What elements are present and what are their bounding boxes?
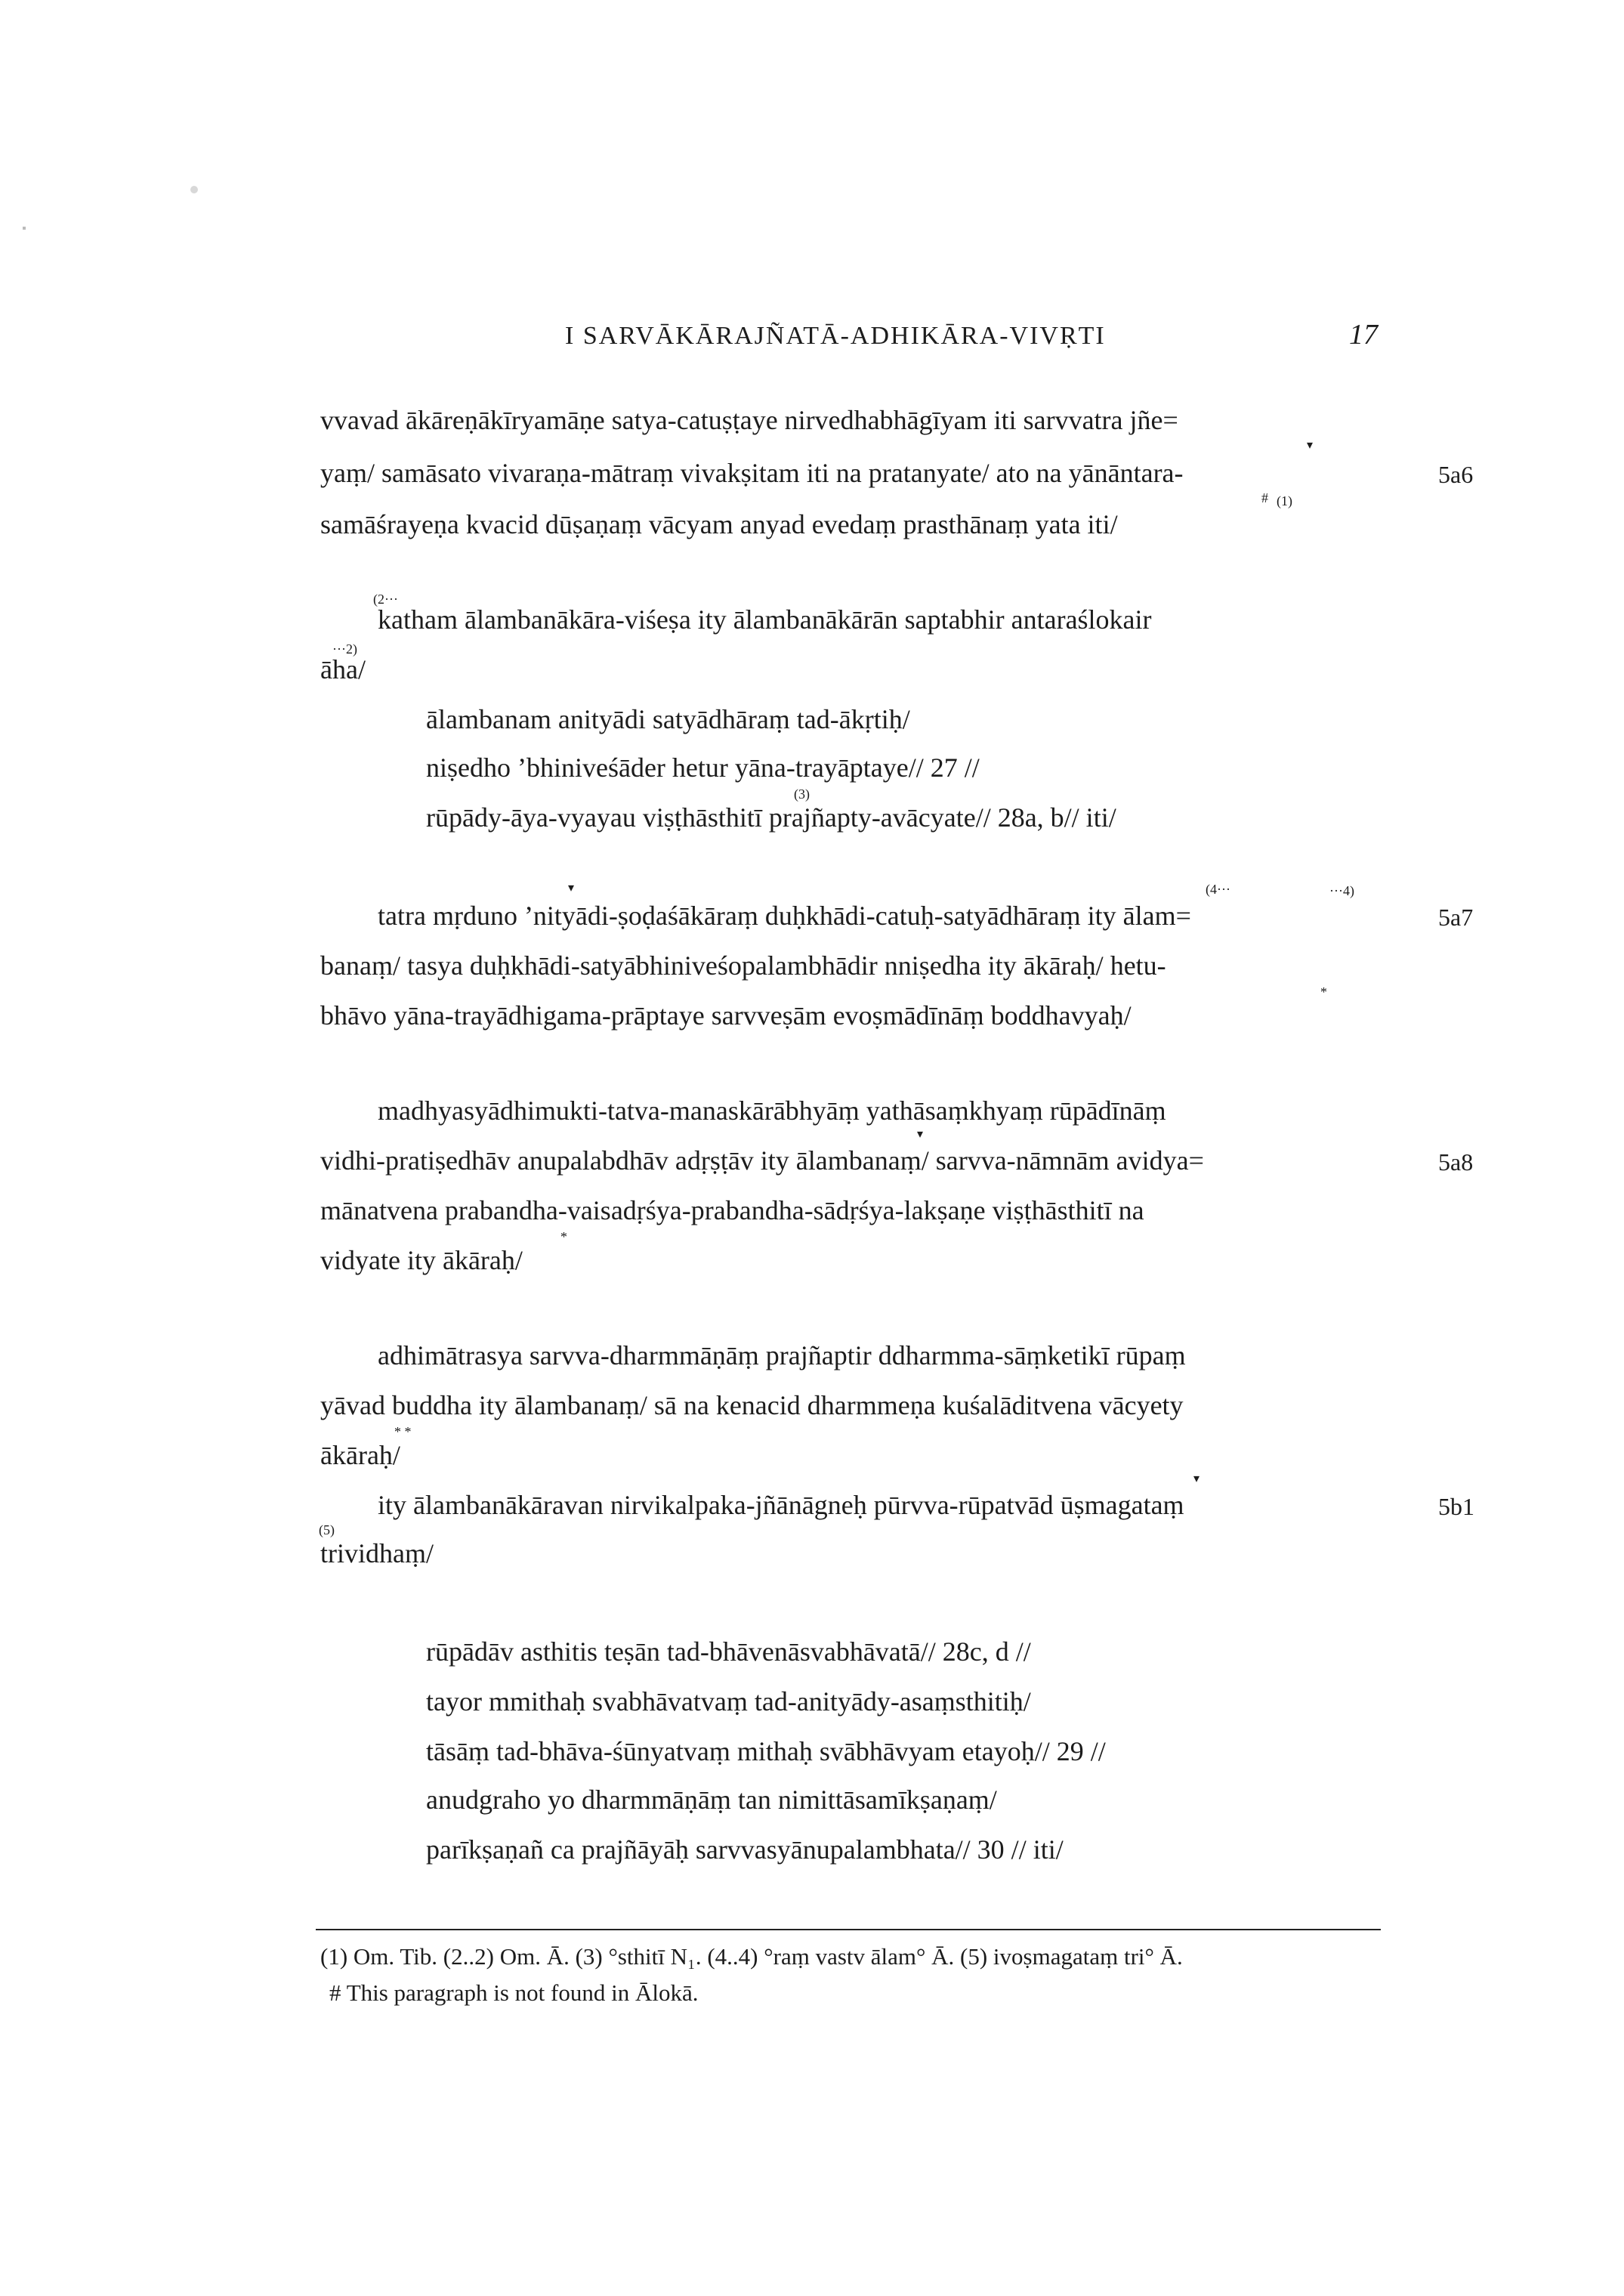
- verse-line-4: rūpādāv asthitis teṣān tad-bhāvenāsvabhāvatā// 28c, d //: [426, 1636, 1031, 1667]
- footnote-mark-2-close: ···2): [332, 641, 357, 657]
- triangle-mark: ▾: [1307, 439, 1314, 452]
- folio-ref-5a6: 5a6: [1438, 461, 1474, 488]
- footnote-mark-4-open: (4···: [1206, 882, 1230, 897]
- text-line-12: vidyate ity ākāraḥ/: [320, 1245, 523, 1275]
- verse-line-1: ālambanam anityādi satyādhāraṃ tad-ākṛtiḥ/: [426, 704, 910, 734]
- text-line-7: banaṃ/ tasya duḥkhādi-satyābhiniveśopalambhādir nniṣedha ity ākāraḥ/ hetu-: [320, 950, 1166, 981]
- double-star-mark: * *: [394, 1424, 412, 1439]
- text-line-13: adhimātrasya sarvva-dharmmāṇāṃ prajñaptir ddharmma-sāṃketikī rūpaṃ: [378, 1340, 1186, 1370]
- text-line-15: ākāraḥ/: [320, 1440, 400, 1470]
- footnote-mark-3: (3): [794, 786, 810, 802]
- verse-line-6: tāsāṃ tad-bhāva-śūnyatvaṃ mithaḥ svābhāvyam etayoḥ// 29 //: [426, 1736, 1106, 1766]
- text-line-10: vidhi-pratiṣedhāv anupalabdhāv adṛṣṭāv ity ālambanaṃ/ sarvva-nāmnām avidya=: [320, 1145, 1204, 1176]
- verse-line-7: anudgraho yo dharmmāṇāṃ tan nimittāsamīkṣaṇaṃ/: [426, 1785, 997, 1815]
- folio-ref-5b1: 5b1: [1438, 1493, 1474, 1520]
- text-line-11: mānatvena prabandha-vaisadṛśya-prabandha-sādṛśya-lakṣaṇe viṣṭhāsthitī na: [320, 1195, 1144, 1225]
- scan-speck: [190, 186, 198, 193]
- scan-speck: [23, 227, 26, 230]
- text-line-5: āha/: [320, 654, 366, 684]
- verse-line-2: niṣedho ’bhiniveśāder hetur yāna-trayāptaye// 27 //: [426, 752, 980, 783]
- footnote-mark-1: (1): [1277, 493, 1292, 508]
- triangle-mark: ▾: [1193, 1472, 1200, 1485]
- text-line-2: yaṃ/ samāsato vivaraṇa-mātraṃ vivakṣitam iti na pratanyate/ ato na yānāntara-: [320, 458, 1184, 488]
- hash-mark: #: [1261, 490, 1268, 505]
- footnote-mark-5: (5): [319, 1522, 335, 1537]
- triangle-mark: ▾: [917, 1128, 924, 1141]
- verse-line-3: rūpādy-āya-vyayau viṣṭhāsthitī prajñapty-avācyate// 28a, b// iti/: [426, 802, 1116, 833]
- verse-line-8: parīkṣaṇañ ca prajñāyāḥ sarvvasyānupalambhata// 30 // iti/: [426, 1834, 1064, 1865]
- text-line-17: trividhaṃ/: [320, 1538, 434, 1568]
- text-line-8: bhāvo yāna-trayādhigama-prāptaye sarvveṣām evoṣmādīnāṃ boddhavyaḥ/: [320, 1000, 1132, 1031]
- running-header: I SARVĀKĀRAJÑATĀ-ADHIKĀRA-VIVṚTI: [565, 322, 1106, 350]
- footnote-line-2: # This paragraph is not found in Ālokā.: [329, 1979, 699, 2006]
- footnote-mark-4-close: ···4): [1329, 883, 1354, 898]
- text-line-1: vvavad ākāreṇākīryamāṇe satya-catuṣṭaye nirvedhabhāgīyam iti sarvvatra jñe=: [320, 405, 1178, 435]
- folio-ref-5a7: 5a7: [1438, 904, 1474, 931]
- text-line-16: ity ālambanākāravan nirvikalpaka-jñānāgneḥ pūrvva-rūpatvād ūṣmagataṃ: [378, 1490, 1184, 1520]
- text-line-3: samāśrayeṇa kvacid dūṣaṇaṃ vācyam anyad evedaṃ prasthānaṃ yata iti/: [320, 509, 1118, 539]
- footnote-rule: [316, 1929, 1381, 1930]
- star-mark: *: [1320, 984, 1327, 1000]
- text-line-6: tatra mṛduno ’nityādi-ṣoḍaśākāraṃ duḥkhādi-catuḥ-satyādhāraṃ ity ālam=: [378, 901, 1191, 931]
- footnote-mark-2-open: (2···: [373, 592, 398, 607]
- page-number: 17: [1349, 319, 1378, 351]
- text-line-4: katham ālambanākāra-viśeṣa ity ālambanākārān saptabhir antaraślokair: [378, 604, 1152, 635]
- footnote-line-1: (1) Om. Tib. (2..2) Om. Ā. (3) °sthitī N₁. (4..4) °raṃ vastv ālam° Ā. (5) ivoṣmagataṃ tri° Ā.: [320, 1943, 1183, 1970]
- verse-line-5: tayor mmithaḥ svabhāvatvaṃ tad-anityādy-asaṃsthitiḥ/: [426, 1686, 1031, 1717]
- triangle-mark: ▾: [568, 882, 575, 895]
- text-line-9: madhyasyādhimukti-tatva-manaskārābhyāṃ yathāsaṃkhyaṃ rūpādīnāṃ: [378, 1095, 1166, 1126]
- star-mark: *: [560, 1229, 567, 1244]
- folio-ref-5a8: 5a8: [1438, 1148, 1474, 1176]
- text-line-14: yāvad buddha ity ālambanaṃ/ sā na kenacid dharmmeṇa kuśalāditvena vācyety: [320, 1390, 1184, 1420]
